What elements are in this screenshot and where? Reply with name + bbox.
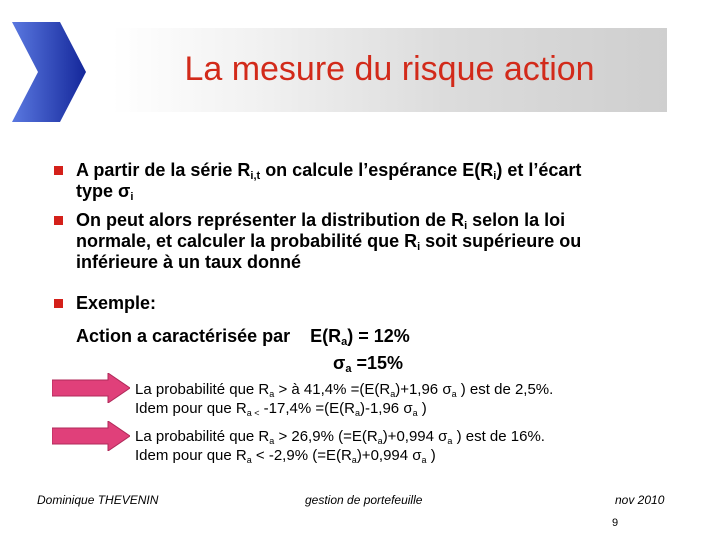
detail-line-3: La probabilité que $R_a > 26,9\%$ ($=E(R_a)+0,994$ $\sigma_a$ ) est de 16%. (135, 428, 545, 446)
bullet-marker (54, 166, 63, 175)
example-line-2: $\sigma_a =15\%$ (333, 353, 403, 375)
bullet-marker (54, 299, 63, 308)
example-line-1: Action a caractérisée par $E(R_a) = 12\%$ (76, 326, 410, 348)
example-label: Exemple: (76, 293, 157, 313)
footer-topic: gestion de portefeuille (305, 493, 423, 507)
bullet-2-text: On peut alors représenter la distribution de $R_i$ selon la loi normale, et calculer la probabilité que $R_i$ soit supérieure ou inférieure à un taux donné (76, 210, 582, 272)
detail-line-4: Idem pour que $R_a < -2,9\%$ ($=E(R_a)+0,994$ $\sigma_a$ ) (135, 447, 436, 465)
bullet-1-text: A partir de la série $R_{i,t}$ on calcule l’espérance $E(R_i)$ et l’écart type $\sigma_i$ (76, 160, 582, 203)
arrow-icon (52, 421, 130, 451)
footer-date: nov 2010 (615, 493, 665, 507)
page-number: 9 (612, 517, 619, 529)
chevron-decoration (12, 22, 86, 122)
arrow-icon (52, 373, 130, 403)
detail-line-1: La probabilité que $R_a$ > à $41,4\% =(E(R_a)+1,96$ $\sigma_a$ ) est de 2,5%. (135, 381, 554, 399)
slide-title: La mesure du risque action (184, 50, 595, 88)
detail-line-2: Idem pour que $R_{a <}$ $-17,4\% =(E(R_a)-1,96$ $\sigma_a$ ) (135, 400, 427, 418)
bullet-marker (54, 216, 63, 225)
footer-author: Dominique THEVENIN (37, 493, 159, 507)
